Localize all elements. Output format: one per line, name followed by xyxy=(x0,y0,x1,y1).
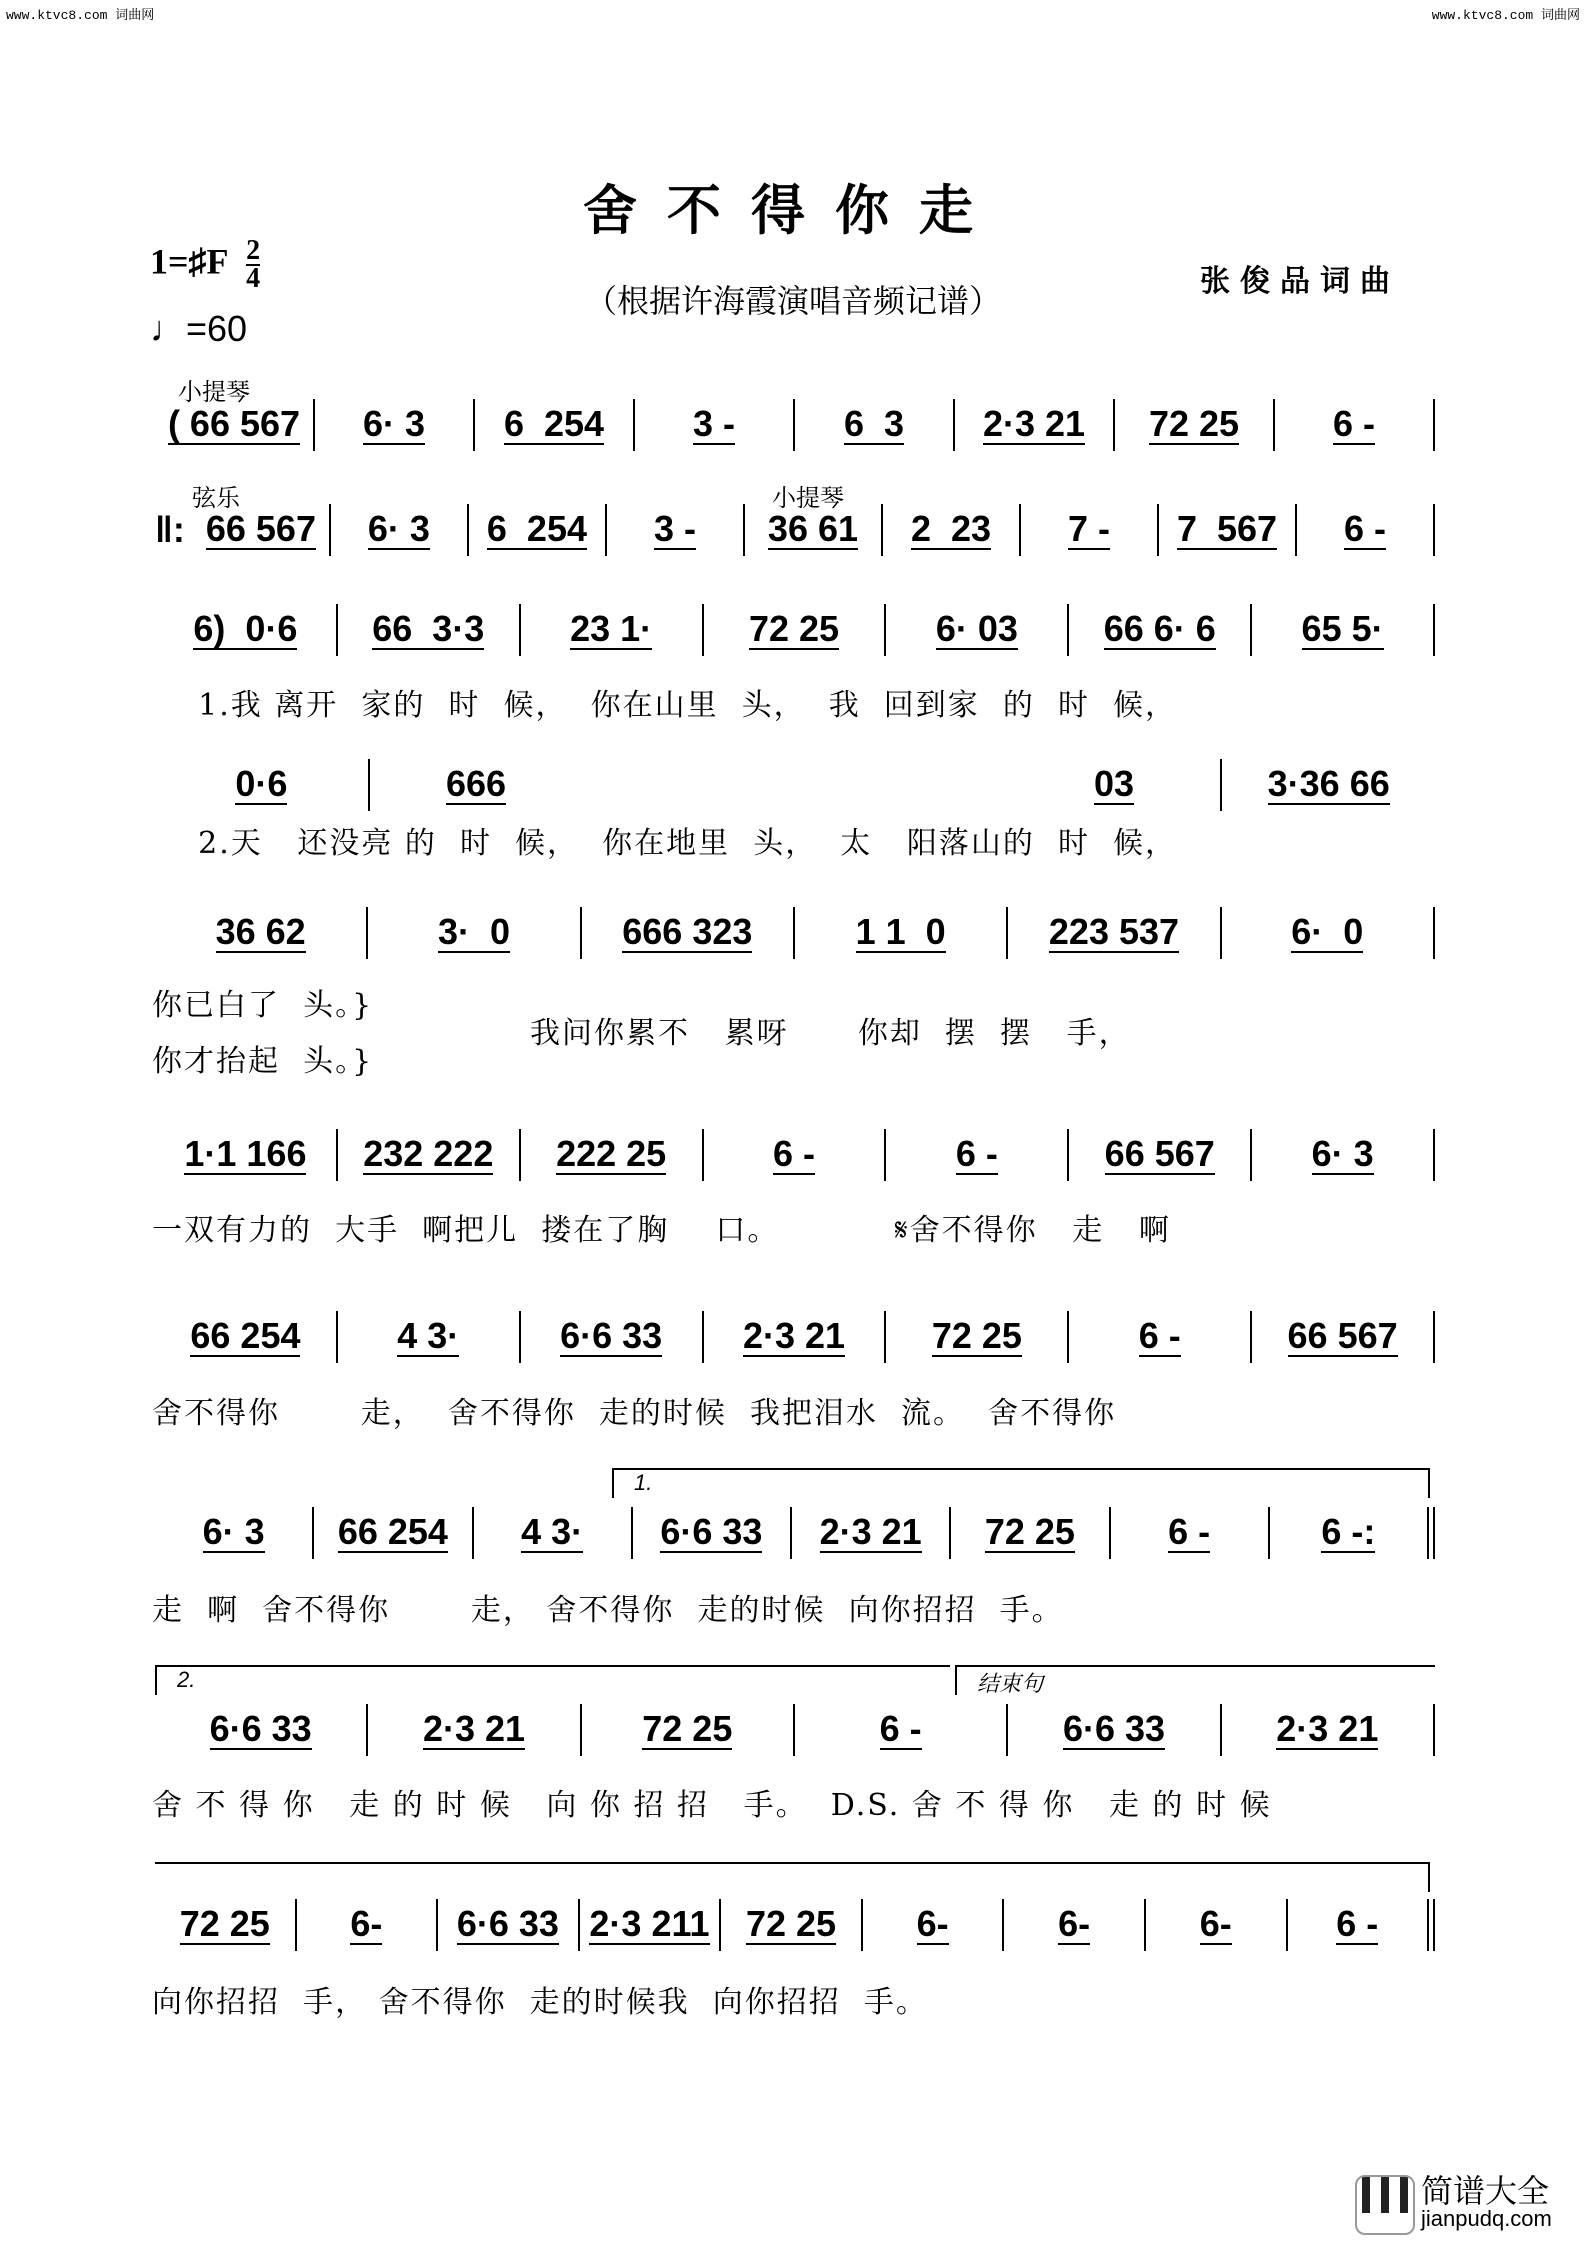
notation-row xyxy=(155,400,1435,450)
measure-notes: 36 61 xyxy=(767,508,859,549)
measure-notes: 3· 0 xyxy=(437,911,511,952)
notation-row xyxy=(155,760,1435,810)
measure-notes: 6·6 33 xyxy=(456,1903,559,1944)
measure xyxy=(155,1705,366,1755)
notation-row xyxy=(155,605,1435,655)
measure-notes: 3 - xyxy=(692,403,735,444)
measure xyxy=(331,505,467,555)
final-bar-line xyxy=(1427,1899,1435,1951)
measure xyxy=(1004,1900,1144,1950)
measure-notes: 7 567 xyxy=(1176,508,1278,549)
measure-notes: ( 66 567 xyxy=(167,403,301,444)
final-bar-line xyxy=(1427,1507,1435,1559)
measure xyxy=(580,1900,720,1950)
measure xyxy=(1008,760,1221,810)
measure-notes: 6 - xyxy=(1168,1511,1211,1552)
measure-notes: 6·6 33 xyxy=(209,1708,312,1749)
measure xyxy=(155,400,313,450)
measure-notes: 6- xyxy=(916,1903,949,1944)
measure-notes: 6 - xyxy=(1336,1903,1379,1944)
tempo: ♩=60 xyxy=(150,308,248,349)
measure xyxy=(1069,605,1250,655)
measure xyxy=(155,1312,336,1362)
measure xyxy=(521,1312,702,1362)
measure-notes: 223 537 xyxy=(1048,911,1180,952)
measure-notes: 6 - xyxy=(879,1708,922,1749)
measure-notes: 6· 0 xyxy=(1291,911,1364,952)
measure xyxy=(155,760,368,810)
measure-notes: 66 567 xyxy=(205,508,316,549)
measure-notes: 2·3 21 xyxy=(742,1315,846,1356)
measure xyxy=(315,400,473,450)
measure xyxy=(795,908,1006,958)
measure xyxy=(607,505,743,555)
measure-notes: 1·1 166 xyxy=(184,1133,307,1174)
measure-notes: 66 567 xyxy=(1104,1133,1215,1174)
measure xyxy=(1111,1508,1268,1558)
bar-line xyxy=(1433,604,1435,656)
measure-notes: 222 25 xyxy=(556,1133,667,1174)
measure xyxy=(155,908,366,958)
measure xyxy=(883,505,1019,555)
measure-notes: 72 25 xyxy=(931,1315,1022,1356)
measure xyxy=(1222,1705,1433,1755)
measure xyxy=(1297,505,1433,555)
measure-notes: 4 3· xyxy=(397,1315,460,1356)
measure-notes: 72 25 xyxy=(984,1511,1075,1552)
measure xyxy=(1021,505,1157,555)
measure xyxy=(795,760,1008,810)
measure-notes: 2·3 21 xyxy=(1276,1708,1379,1749)
repeat-start: ‖: xyxy=(155,509,185,550)
measure xyxy=(1252,1130,1433,1180)
measure xyxy=(863,1900,1003,1950)
logo-en: jianpudq.com xyxy=(1421,2206,1552,2231)
bar-line xyxy=(1433,1704,1435,1756)
measure-notes: 72 25 xyxy=(745,1903,837,1944)
measure-notes: 66 3·3 xyxy=(372,608,485,649)
measure-notes: 6 - xyxy=(773,1133,816,1174)
measure xyxy=(582,1705,793,1755)
measure xyxy=(1159,505,1295,555)
measure xyxy=(635,400,793,450)
measure-notes: 2·3 21 xyxy=(819,1511,922,1552)
measure-notes: 1 1 0 xyxy=(855,911,946,952)
measure-notes: 6 254 xyxy=(503,403,605,444)
measure-notes: 666 xyxy=(445,763,507,804)
coda-label: 结束句 xyxy=(977,1671,1044,1696)
measure-notes: 23 1· xyxy=(570,608,653,649)
volta-1-label: 1. xyxy=(634,1470,653,1495)
measure-notes: 0·6 xyxy=(235,763,288,804)
site-logo xyxy=(1355,2175,1552,2235)
measure-notes: 6- xyxy=(1058,1903,1091,1944)
measure xyxy=(1008,1705,1219,1755)
coda-section xyxy=(955,1665,1435,1695)
measure xyxy=(338,1130,519,1180)
measure xyxy=(886,1312,1067,1362)
measure-notes: 4 3· xyxy=(521,1511,584,1552)
measure-notes: 3 - xyxy=(653,508,696,549)
bar-line xyxy=(1433,1129,1435,1181)
notation-row xyxy=(155,1705,1435,1755)
measure-notes: 66 567 xyxy=(1287,1315,1398,1356)
measure-notes: 72 25 xyxy=(748,608,840,649)
measure xyxy=(155,1900,295,1950)
measure xyxy=(795,1705,1006,1755)
measure xyxy=(1069,1312,1250,1362)
measure-notes: 6 - xyxy=(1344,508,1387,549)
bar-line xyxy=(1433,399,1435,451)
measure-notes: 6 254 xyxy=(486,508,587,549)
measure xyxy=(1252,605,1433,655)
measure xyxy=(745,505,881,555)
measure-notes: 6·6 33 xyxy=(560,1315,663,1356)
lyrics-line: 一双有力的 大手 啊把儿 搂在了胸 口。 𝄋舍不得你 走 啊 xyxy=(152,1213,1171,1248)
notation-row xyxy=(155,1900,1435,1950)
volta-2-label: 2. xyxy=(177,1667,196,1692)
measure xyxy=(1275,400,1433,450)
measure xyxy=(1008,908,1219,958)
measure xyxy=(475,400,633,450)
measure-notes: 66 6· 6 xyxy=(1103,608,1216,649)
measure xyxy=(582,760,795,810)
instrument-label-strings: 弦乐 xyxy=(192,485,240,512)
measure xyxy=(704,1130,885,1180)
measure xyxy=(704,1312,885,1362)
measure xyxy=(368,908,579,958)
measure-notes: 6) 0·6 xyxy=(193,608,298,649)
notation-row xyxy=(155,1312,1435,1362)
measure-notes: 6 - xyxy=(1138,1315,1181,1356)
measure xyxy=(1288,1900,1428,1950)
measure-notes: 3·36 66 xyxy=(1267,763,1390,804)
measure-notes: 7 - xyxy=(1068,508,1111,549)
coda-bracket xyxy=(155,1862,1430,1892)
lyrics-line: 向你招招 手， 舍不得你 走的时候我 向你招招 手。 xyxy=(152,1985,928,2020)
lyrics-line: 1.我 离开 家的 时 候， 你在山里 头， 我 回到家 的 时 候， xyxy=(152,688,1178,723)
lyrics-line: 2.天 还没亮 的 时 候， 你在地里 头， 太 阳落山的 时 候， xyxy=(152,826,1178,861)
instrument-label-violin-2: 小提琴 xyxy=(772,485,844,512)
volta-ending-2 xyxy=(155,1665,950,1695)
bar-line xyxy=(1433,907,1435,959)
measure xyxy=(438,1900,578,1950)
measure-notes: 72 25 xyxy=(1148,403,1240,444)
measure xyxy=(155,1508,312,1558)
measure-notes: 6 3 xyxy=(843,403,905,444)
watermark-left: www.ktvc8.com 词曲网 xyxy=(6,8,155,23)
measure xyxy=(1146,1900,1286,1950)
measure-notes: 66 254 xyxy=(337,1511,448,1552)
measure xyxy=(155,1130,336,1180)
notation-row xyxy=(155,505,1435,555)
measure xyxy=(1069,1130,1250,1180)
measure xyxy=(582,908,793,958)
measure xyxy=(951,1508,1108,1558)
subtitle: （根据许海霞演唱音频记谱） xyxy=(584,283,1001,319)
measure-notes: 2 23 xyxy=(910,508,992,549)
measure-notes: 6 - xyxy=(955,1133,998,1174)
measure-notes: 65 5· xyxy=(1301,608,1384,649)
measure xyxy=(886,605,1067,655)
measure xyxy=(469,505,605,555)
measure xyxy=(1222,908,1433,958)
measure xyxy=(193,505,329,555)
lyrics-line: 走 啊 舍不得你 走， 舍不得你 走的时候 向你招招 手。 xyxy=(152,1593,1064,1628)
notation-row xyxy=(155,908,1435,958)
measure-notes: 666 323 xyxy=(622,911,753,952)
measure xyxy=(521,1130,702,1180)
measure xyxy=(1115,400,1273,450)
key: 1=♯F xyxy=(150,241,228,282)
measure-notes: 6· 3 xyxy=(367,508,430,549)
measure-notes: 6· 3 xyxy=(362,403,426,444)
measure xyxy=(155,605,336,655)
measure xyxy=(795,400,953,450)
measure xyxy=(704,605,885,655)
volta-ending-1 xyxy=(612,1468,1430,1498)
measure-notes: 2·3 211 xyxy=(589,1903,710,1944)
measure-notes: 6· 3 xyxy=(1311,1133,1374,1174)
measure xyxy=(338,1312,519,1362)
instrument-label-violin: 小提琴 xyxy=(178,379,250,406)
bar-line xyxy=(1433,504,1435,556)
measure xyxy=(314,1508,471,1558)
measure-notes: 36 62 xyxy=(215,911,306,952)
measure-notes: 2·3 21 xyxy=(422,1708,526,1749)
lyrics-line: 舍 不 得 你 走 的 时 候 向 你 招 招 手。 D.S. 舍 不 得 你 走 的 时 候 xyxy=(152,1788,1272,1823)
measure-notes: 72 25 xyxy=(179,1903,270,1944)
measure xyxy=(370,760,583,810)
watermark-right: www.ktvc8.com 词曲网 xyxy=(1431,8,1580,23)
measure-notes: 6 -: xyxy=(1321,1511,1376,1552)
measure-notes: 6·6 33 xyxy=(660,1511,763,1552)
measure-notes: 6- xyxy=(1199,1903,1232,1944)
measure xyxy=(633,1508,790,1558)
measure-notes: 6·6 33 xyxy=(1062,1708,1166,1749)
measure-notes: 232 222 xyxy=(363,1133,494,1174)
measure-notes: 6 - xyxy=(1332,403,1375,444)
measure xyxy=(792,1508,949,1558)
notation-row xyxy=(155,1130,1435,1180)
measure xyxy=(297,1900,437,1950)
time-bottom: 4 xyxy=(246,263,261,294)
notation-row xyxy=(155,1508,1435,1558)
measure xyxy=(338,605,519,655)
measure-notes: 6· 3 xyxy=(202,1511,265,1552)
measure-notes: 03 xyxy=(1094,763,1135,804)
measure xyxy=(886,1130,1067,1180)
measure-notes: 6· 03 xyxy=(935,608,1018,649)
measure xyxy=(721,1900,861,1950)
measure-notes: 6- xyxy=(350,1903,383,1944)
piano-icon xyxy=(1355,2175,1415,2235)
measure xyxy=(474,1508,631,1558)
measure-notes: 72 25 xyxy=(642,1708,733,1749)
measure xyxy=(1270,1508,1427,1558)
time-top: 2 xyxy=(246,235,261,266)
measure-notes: 2·3 21 xyxy=(982,403,1086,444)
lyrics-line: 我问你累不 累呀 你却 摆 摆 手， xyxy=(530,1016,1131,1051)
author: 张俊品词曲 xyxy=(1200,265,1400,298)
measure xyxy=(1222,760,1435,810)
measure xyxy=(368,1705,579,1755)
lyrics-line: 你已白了 头。} xyxy=(152,988,374,1023)
measure-notes: 66 254 xyxy=(190,1315,301,1356)
measure xyxy=(1252,1312,1433,1362)
bar-line xyxy=(1433,1311,1435,1363)
lyrics-line: 舍不得你 走， 舍不得你 走的时候 我把泪水 流。 舍不得你 xyxy=(152,1396,1117,1431)
lyrics-line: 你才抬起 头。} xyxy=(152,1044,374,1079)
logo-cn: 简谱大全 xyxy=(1421,2173,1550,2209)
song-title: 舍不得你走 xyxy=(583,178,1003,242)
measure xyxy=(955,400,1113,450)
measure xyxy=(521,605,702,655)
